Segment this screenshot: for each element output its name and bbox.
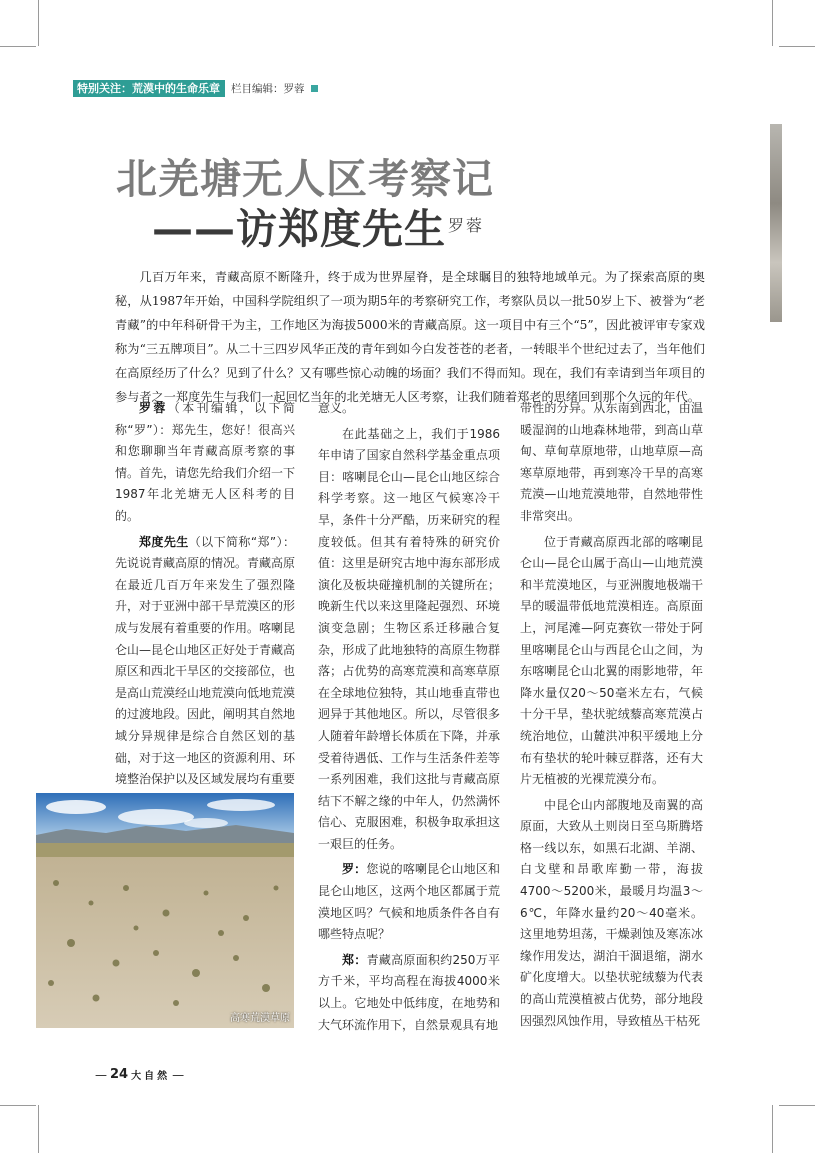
paragraph: 罗：您说的喀喇昆仑山地区和昆仑山地区，这两个地区都属于荒漠地区吗？气候和地质条件各自有哪些特点呢？	[318, 862, 500, 942]
article-intro: 几百万年来，青藏高原不断隆升，终于成为世界屋脊，是全球瞩目的独特地域单元。为了探索高原的奥秘，从1987年开始，中国科学院组织了一项为期5年的考察研究工作，考察队员以一批50岁上下、被誉为“老青藏”的中年科研骨干为主，工作地区为海拔5000米的青藏高原。这一项目中有三个“5”，因此被评审专家戏称为“三五牌项目”。从二十三四岁风华正茂的青年到如今白发苍苍的老者，一转眼半个世纪过去了，当年他们在高原经历了什么？见到了什么？又有哪些惊心动魄的场面？我们不得而知。现在，我们有幸请到当年项目的参与者之一郑度先生与我们一起回忆当年的北羌塘无人区考察，让我们随着郑老的思绪回到那个久远的年代。	[115, 270, 705, 404]
page-footer	[95, 1067, 184, 1082]
speaker-name: 罗：	[342, 862, 367, 877]
article-author: 罗蓉	[448, 216, 485, 235]
crop-mark	[779, 1105, 815, 1106]
text-column-3	[520, 398, 703, 1036]
column-editor: 栏目编辑：罗蓉	[231, 83, 305, 95]
crop-mark	[38, 0, 39, 46]
paragraph: 意义。	[318, 401, 355, 415]
paragraph: 郑：青藏高原面积约250万平方千米，平均高程在海拔4000米以上。它地处中低纬度，在地势和大气环流作用下，自然景观具有地	[318, 952, 500, 1032]
photo-caption: 高寒荒漠草原	[230, 1013, 290, 1024]
desert-steppe-photo	[36, 793, 294, 1028]
paragraph: 在此基础之上，我们于1986年申请了国家自然科学基金重点项目：喀喇昆仑山—昆仑山地区综合科学考察。这一地区气候寒冷干旱，条件十分严酷，历来研究的程度较低。但其有着特殊的研究价值：这里是研究古地中海东部形成演化及板块碰撞机制的关键所在；晚新生代以来这里隆起强烈、环境演变急剧；生物区系迁移融合复杂，形成了此地独特的高原生物群落；占优势的高寒荒漠和高寒草原在全球地位独特，其山地垂直带也迥异于其他地区。所以，尽管很多人随着年龄增长体质在下降，并承受着待遇低、工作与生活条件差等一系列困难，我们这批与青藏高原结下不解之缘的中年人，仍然满怀信心、克服困难，积极争取承担这一艰巨的任务。	[318, 426, 500, 851]
footer-dash: —	[95, 1067, 107, 1082]
crop-mark	[779, 46, 815, 47]
crop-mark	[0, 1105, 36, 1106]
article-subtitle: ——访郑度先生	[152, 205, 446, 253]
crop-mark	[772, 1105, 773, 1153]
speaker-name: 郑：	[342, 952, 367, 967]
adjacent-page-strip	[770, 124, 782, 322]
footer-dash: —	[172, 1067, 185, 1082]
crop-mark	[772, 0, 773, 46]
speaker-name: 郑度先生	[139, 534, 189, 549]
crop-mark	[38, 1105, 39, 1153]
article-title: 北羌塘无人区考察记	[116, 155, 494, 203]
speaker-name: 罗蓉	[139, 401, 168, 415]
text-column-1	[115, 398, 295, 795]
section-header	[73, 80, 318, 97]
paragraph: 位于青藏高原西北部的喀喇昆仑山—昆仑山属于高山—山地荒漠和半荒漠地区，与亚洲腹地极端干旱的暖温带低地荒漠相连。高原面上，河尾滩—阿克赛钦一带处于阿里喀喇昆仑山与西昆仑山之间，为东喀喇昆仑山北翼的雨影地带，年降水量仅20～50毫米左右，气候十分干旱，垫状驼绒藜高寒荒漠占统治地位，山麓洪冲积平缓地上分布有垫状的轮叶棘豆群落，还有大片无植被的光裸荒漠分布。	[520, 534, 703, 787]
text-column-2	[318, 398, 500, 1040]
paragraph: 带性的分异。从东南到西北，由温暖湿润的山地森林地带，到高山草甸、草甸草原地带，山地草原—高寒草原地带，再到寒冷干旱的高寒荒漠—山地荒漠地带，自然地带性非常突出。	[520, 401, 703, 523]
section-tag: 特别关注：荒漠中的生命乐章	[73, 80, 225, 97]
page-number: 24	[110, 1067, 129, 1082]
paragraph: 郑度先生（以下简称“郑”）：先说说青藏高原的情况。青藏高原在最近几百万年来发生了强烈隆升，对于亚洲中部干旱荒漠区的形成与发展有着重要的作用。喀喇昆仑山—昆仑山地区正好处于青藏高原区和西北干旱区的交接部位，也是高山荒漠经山地荒漠向低地荒漠的过渡地段。因此，阐明其自然地域分异规律是综合自然区划的基础，对于这一地区的资源利用、环境整治保护以及区域发展均有重要	[115, 534, 296, 787]
magazine-name: 大自然	[131, 1071, 171, 1082]
crop-mark	[0, 46, 36, 47]
header-square-icon	[311, 85, 318, 92]
landscape-image	[36, 793, 294, 1028]
paragraph: 罗蓉（本刊编辑，以下简称“罗”）：郑先生，您好！很高兴和您聊聊当年青藏高原考察的事情。首先，请您先给我们介绍一下1987年北羌塘无人区科考的目的。	[115, 401, 296, 523]
paragraph: 中昆仑山内部腹地及南翼的高原面，大致从土则岗日至乌斯腾塔格一线以东，如黑石北湖、羊湖、白戈壁和昂歌库勤一带，海拔4700～5200米，最暖月均温3～6℃，年降水量约20～40毫米。这里地势坦荡，干燥剥蚀及寒冻冰缘作用发达，湖泊干涸退缩，湖水矿化度增大。以垫状驼绒藜为代表的高山荒漠植被占优势，部分地段因强烈风蚀作用，导致植丛干枯死	[520, 797, 703, 1028]
